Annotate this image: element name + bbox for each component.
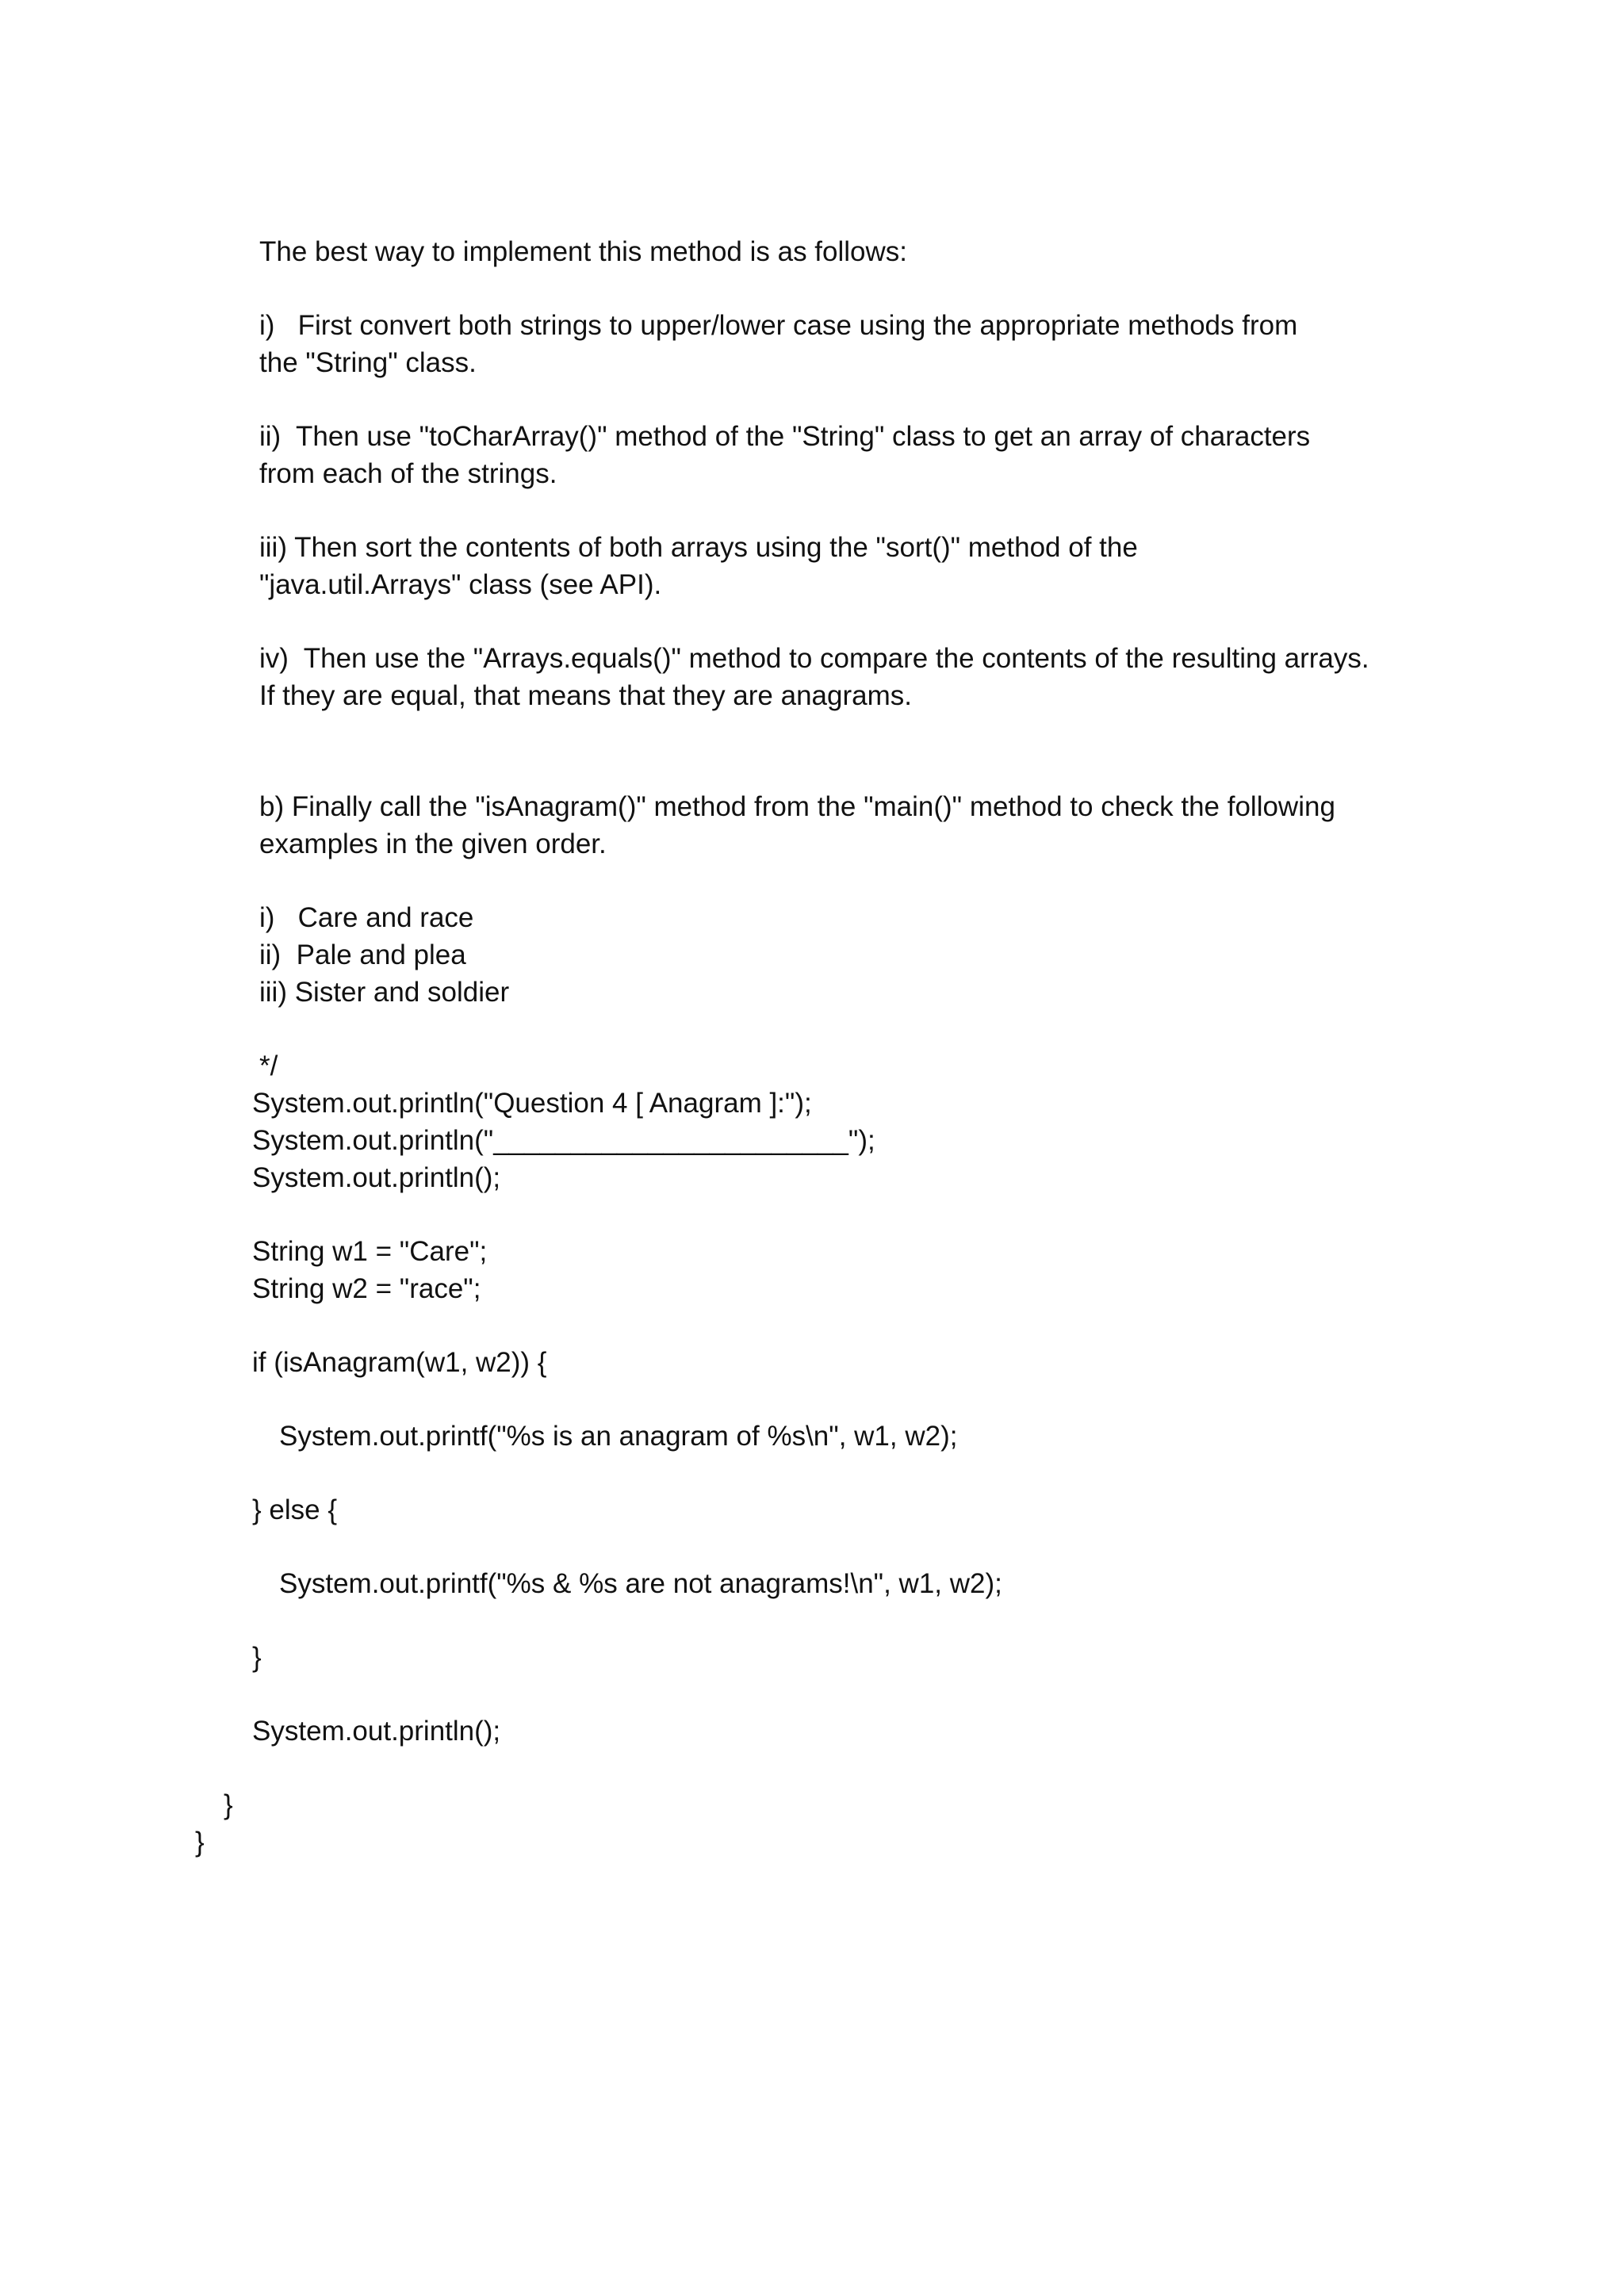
step-ii-line-2: from each of the strings. bbox=[259, 458, 557, 489]
code-string-w2: String w2 = "race"; bbox=[252, 1273, 481, 1304]
step-iv-line-1: iv) Then use the "Arrays.equals()" method to compare the contents of the resulting arrays. bbox=[259, 643, 1369, 674]
code-close-class: } bbox=[195, 1827, 205, 1858]
example-iii: iii) Sister and soldier bbox=[259, 977, 510, 1008]
step-i-line-1: i) First convert both strings to upper/lower case using the appropriate methods from bbox=[259, 310, 1298, 341]
code-printf-true: System.out.printf("%s is an anagram of %s\n", w1, w2); bbox=[279, 1421, 958, 1452]
example-ii: ii) Pale and plea bbox=[259, 939, 466, 970]
step-iv-line-2: If they are equal, that means that they are anagrams. bbox=[259, 680, 912, 711]
code-println-title: System.out.println("Question 4 [ Anagram ]:"); bbox=[252, 1088, 812, 1119]
step-i-line-2: the "String" class. bbox=[259, 347, 477, 378]
code-println-empty-2: System.out.println(); bbox=[252, 1716, 501, 1747]
step-iii-line-1: iii) Then sort the contents of both arrays using the "sort()" method of the bbox=[259, 532, 1138, 563]
intro-text: The best way to implement this method is as follows: bbox=[259, 236, 908, 267]
code-close-if: } bbox=[252, 1642, 262, 1673]
code-println-underline: System.out.println("_______________________"); bbox=[252, 1125, 875, 1156]
step-ii-line-1: ii) Then use "toCharArray()" method of the "String" class to get an array of characters bbox=[259, 421, 1311, 452]
code-else: } else { bbox=[252, 1494, 338, 1525]
code-printf-false: System.out.printf("%s & %s are not anagrams!\n", w1, w2); bbox=[279, 1568, 1002, 1599]
code-if: if (isAnagram(w1, w2)) { bbox=[252, 1347, 547, 1378]
part-b-line-2: examples in the given order. bbox=[259, 828, 607, 859]
step-iii-line-2: "java.util.Arrays" class (see API). bbox=[259, 569, 662, 600]
part-b-line-1: b) Finally call the "isAnagram()" method from the "main()" method to check the following bbox=[259, 791, 1335, 822]
code-println-empty-1: System.out.println(); bbox=[252, 1162, 501, 1193]
comment-end: */ bbox=[259, 1050, 278, 1081]
example-i: i) Care and race bbox=[259, 902, 474, 933]
code-string-w1: String w1 = "Care"; bbox=[252, 1236, 488, 1267]
code-close-method: } bbox=[224, 1789, 233, 1820]
